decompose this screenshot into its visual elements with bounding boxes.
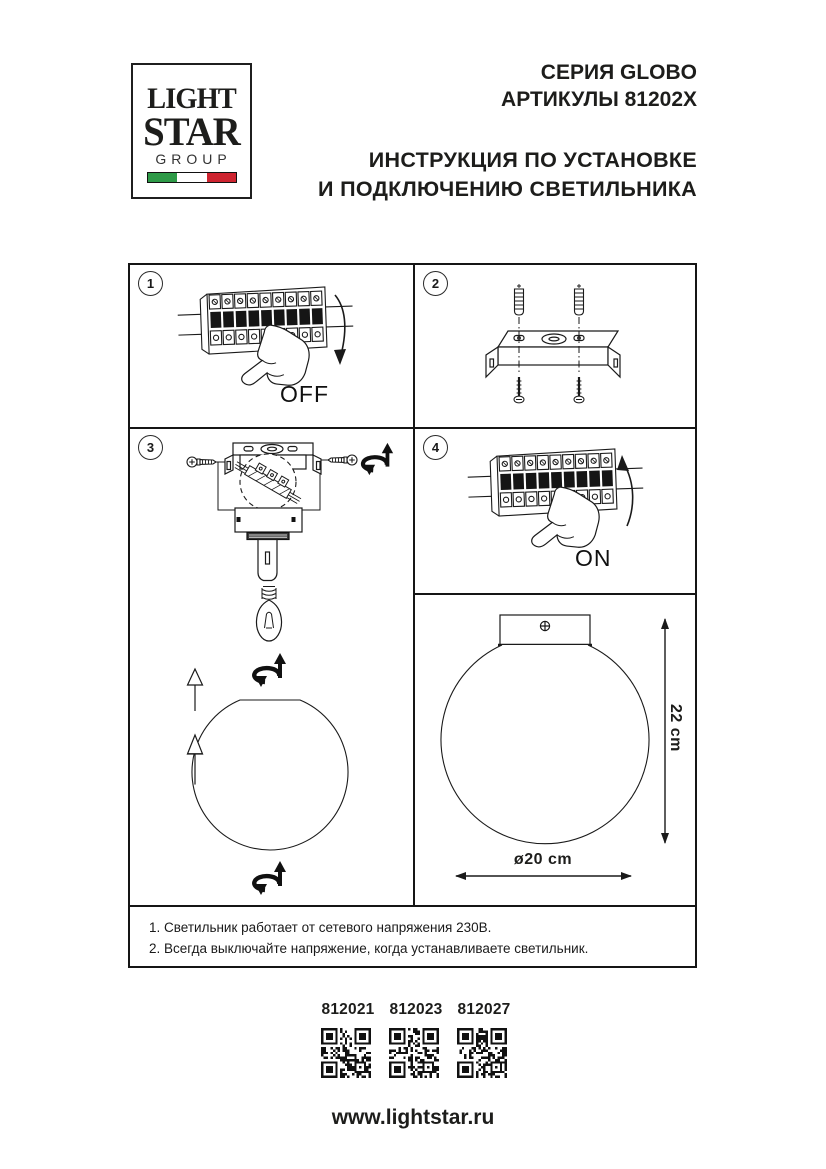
diameter-dimension-label: ø20 cm (513, 851, 573, 868)
mounting-screw-icon (514, 377, 524, 403)
assembly-illustration (130, 429, 413, 905)
page-title (318, 146, 697, 204)
height-dimension-label: 22 cm (667, 704, 684, 752)
on-label: ON (575, 545, 612, 571)
website-url: www.lightstar.ru (331, 1106, 495, 1129)
step-1-panel (130, 265, 415, 429)
step-2-number: 2 (423, 271, 448, 296)
step-3-number: 3 (138, 435, 163, 460)
bracket-mounting-illustration (415, 265, 695, 427)
article-item (389, 1001, 443, 1078)
curved-arrow-icon (624, 464, 633, 526)
breaker-off-illustration (130, 265, 413, 427)
dimensions-panel (415, 595, 695, 905)
flag-red-segment (207, 173, 236, 182)
step-3-panel (130, 429, 415, 905)
qr-code (457, 1028, 507, 1078)
note-line-2: 2. Всегда выключайте напряжение, когда устанавливаете светильник. (149, 941, 589, 956)
article-code: 812021 (321, 1001, 375, 1018)
flag-green-segment (148, 173, 177, 182)
rotate-icon (363, 443, 393, 475)
qr-code (389, 1028, 439, 1078)
breaker-on-illustration (415, 429, 695, 595)
logo-text-light: LIGHT (147, 82, 236, 115)
article-codes-block (321, 1001, 511, 1078)
mounting-screw-icon (574, 377, 584, 403)
step-1-number: 1 (138, 271, 163, 296)
side-screw-icon (187, 457, 216, 467)
off-label: OFF (280, 381, 329, 407)
note-line-1: 1. Светильник работает от сетевого напряжения 230В. (149, 920, 492, 935)
step-4-number: 4 (423, 435, 448, 460)
instruction-grid (128, 263, 697, 968)
qr-code (321, 1028, 371, 1078)
step-4-panel (415, 429, 695, 595)
article-code: 812027 (457, 1001, 511, 1018)
step-2-panel (415, 265, 695, 429)
notes-panel (130, 905, 695, 966)
flag-white-segment (177, 173, 206, 182)
pointing-hand-icon (531, 485, 602, 553)
curved-arrow-icon (335, 295, 345, 355)
side-screw-icon (328, 455, 357, 465)
italian-flag-bar (147, 172, 237, 183)
article-item (321, 1001, 375, 1078)
title-line-1: ИНСТРУКЦИЯ ПО УСТАНОВКЕ (368, 148, 697, 172)
title-line-2: И ПОДКЛЮЧЕНИЮ СВЕТИЛЬНИКА (318, 177, 697, 201)
article-code: 812023 (389, 1001, 443, 1018)
series-name: СЕРИЯ GLOBO (540, 61, 697, 84)
rotate-icon (254, 653, 286, 687)
header-series-block (501, 59, 697, 113)
lightstar-logo (131, 63, 252, 199)
up-arrow-icon (188, 669, 203, 711)
rotate-icon (254, 861, 286, 895)
logo-text-group: GROUP (155, 151, 232, 167)
wall-anchor-icon (515, 284, 524, 315)
article-range: АРТИКУЛЫ 81202X (501, 88, 697, 111)
article-item (457, 1001, 511, 1078)
logo-text-star: STAR (143, 109, 240, 154)
wall-anchor-icon (575, 284, 584, 315)
